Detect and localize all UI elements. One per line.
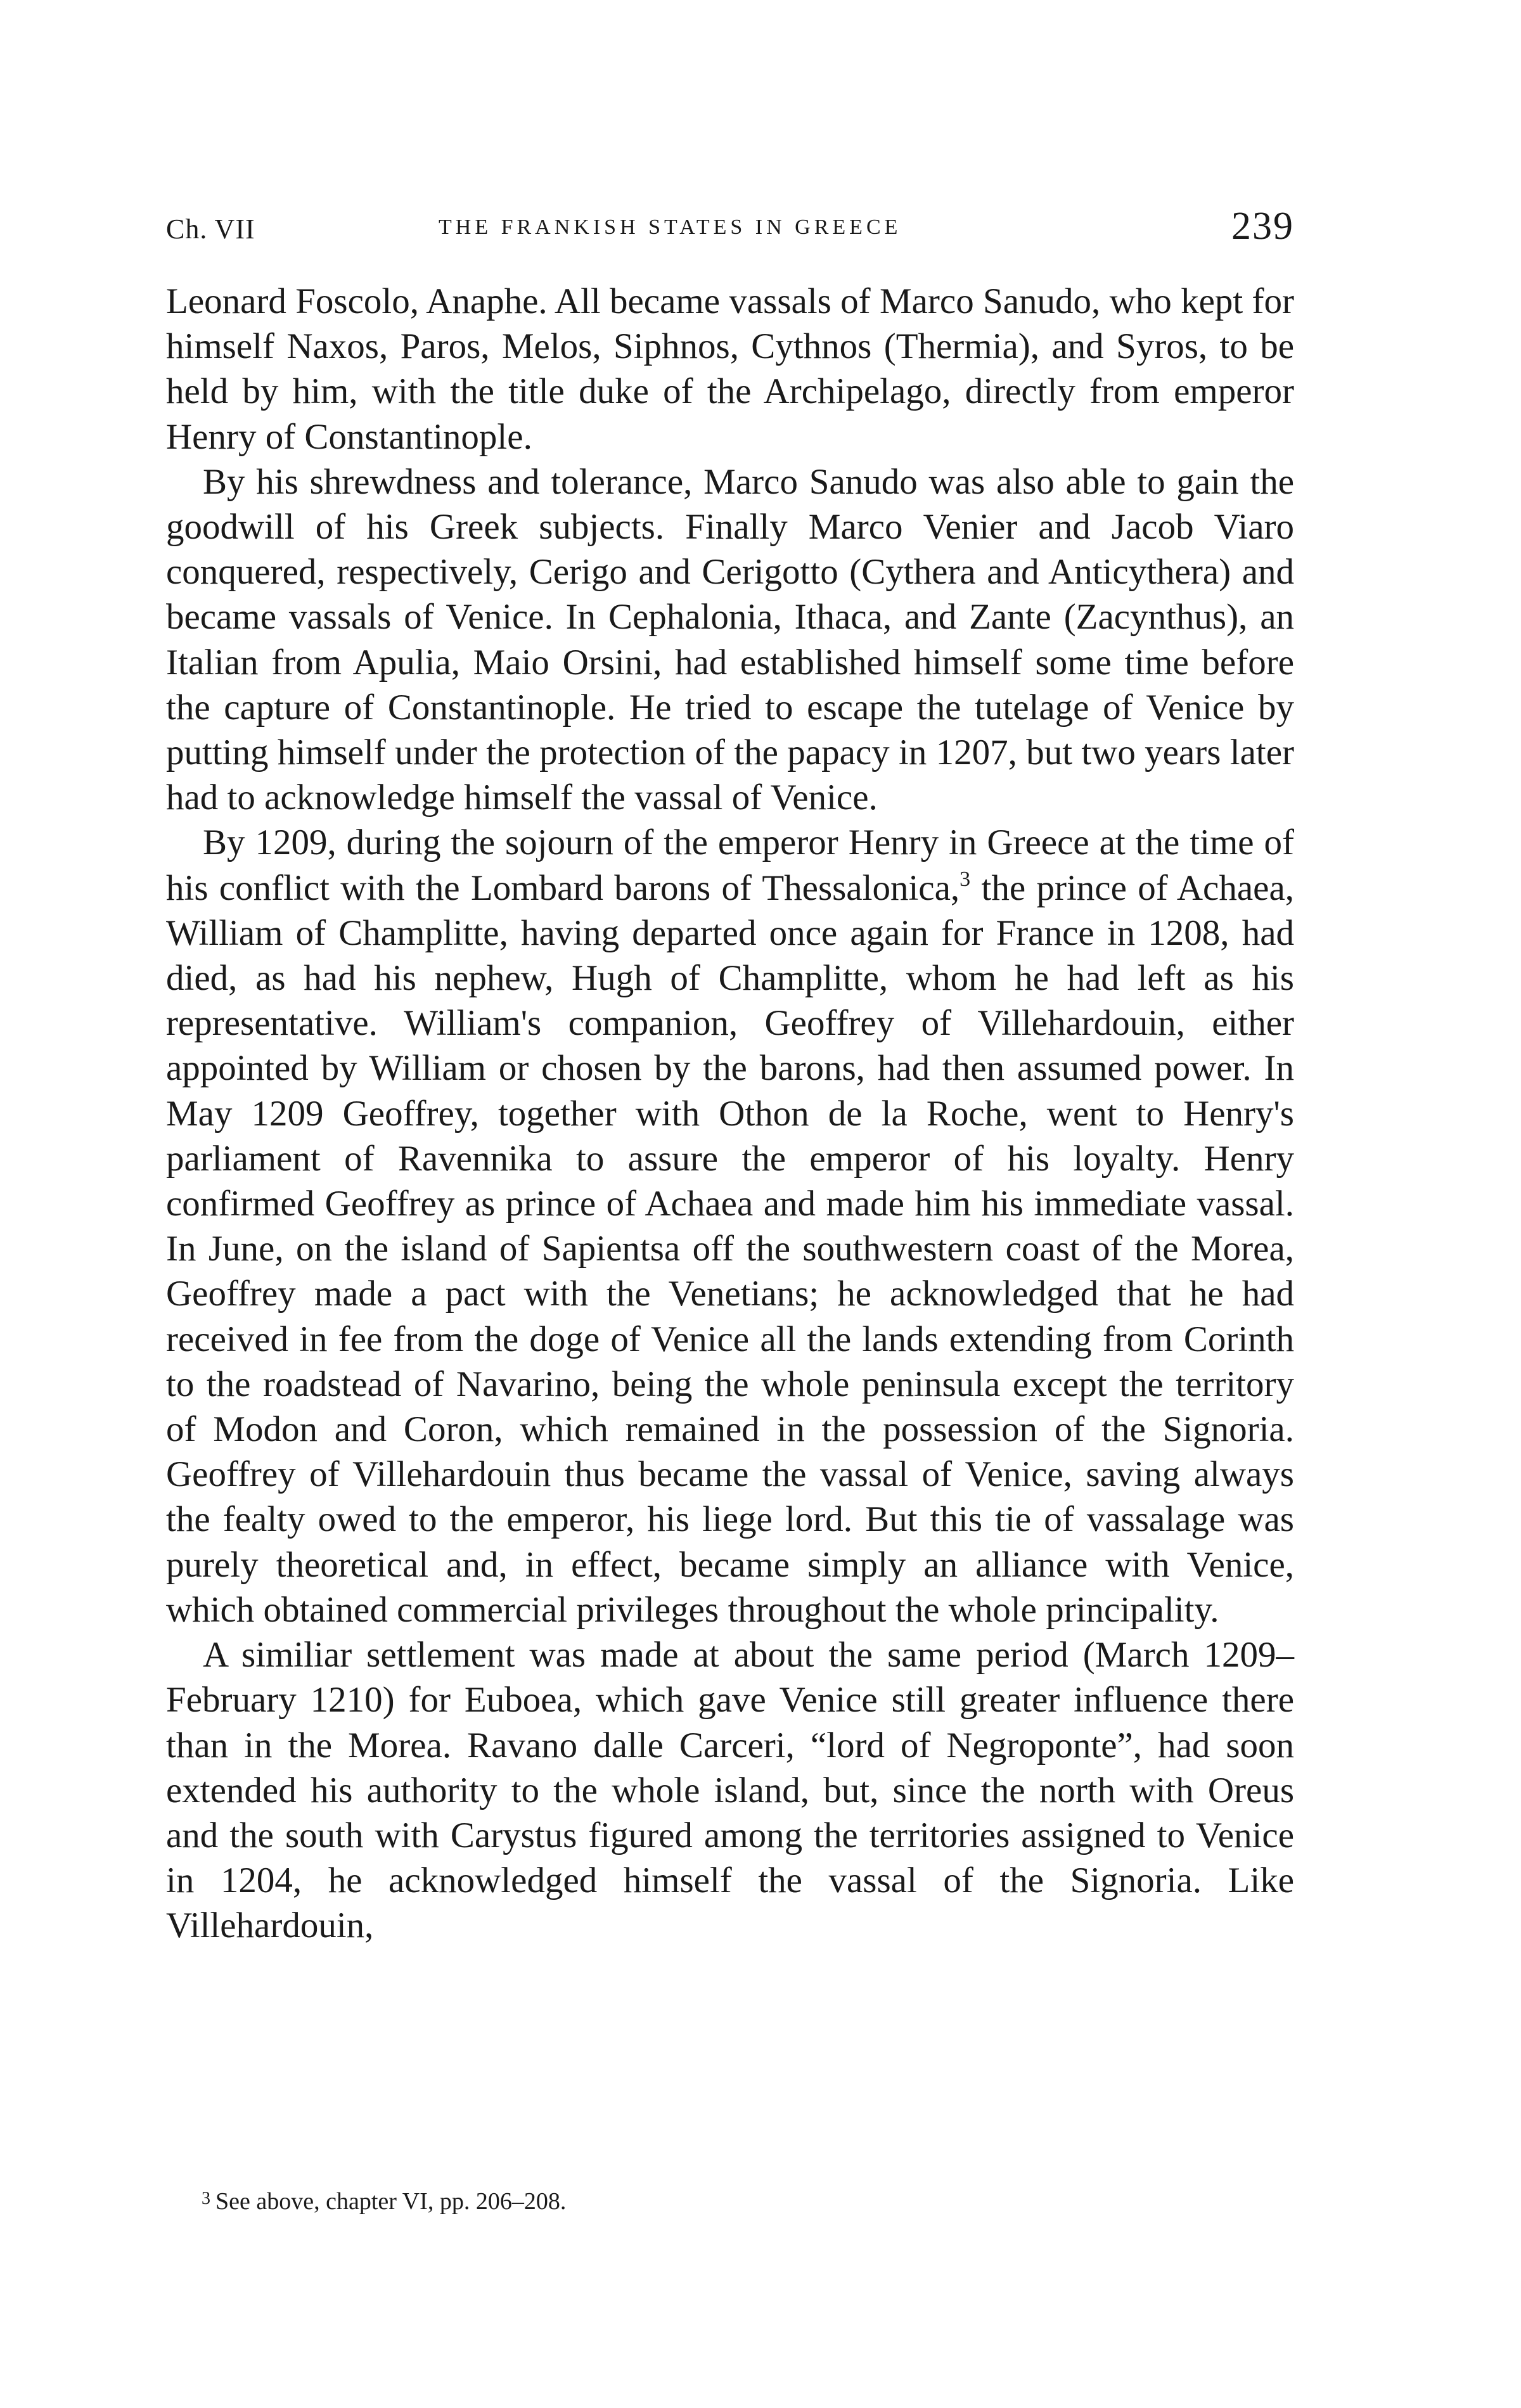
chapter-label: Ch. VII <box>166 214 255 245</box>
body-text <box>166 279 1294 1949</box>
page-number: 239 <box>1231 205 1294 248</box>
paragraph-1: Leonard Foscolo, Anaphe. All became vassals of Marco Sanudo, who kept for himself Naxos, Paros, Melos, Siphnos, Cythnos (Thermia), and Syros, to be held by him, with the title duke of the Archipelago, directly from emperor Henry of Constantinople. <box>166 281 1294 457</box>
paragraph-2: By his shrewdness and tolerance, Marco Sanudo was also able to gain the goodwill of his Greek subjects. Finally Marco Venier and Jacob Viaro conquered, respectively, Cerigo and Cerigotto (Cythera and Anticythera) and became vassals of Venice. In Cephalonia, Ithaca, and Zante (Zacynthus), an Italian from Apulia, Maio Orsini, had established himself some time before the capture of Constantinople. He tried to escape the tutelage of Venice by putting himself under the protection of the papacy in 1207, but two years later had to acknowledge himself the vassal of Venice. <box>166 461 1294 818</box>
paragraph-3 <box>166 820 1294 1632</box>
running-head <box>166 202 1294 252</box>
paragraph-3-text-end: the prince of Achaea, William of Champlitte, having departed once again for France in 1208, had died, as had his nephew, Hugh of Champlitte, whom he had left as his representative. William's companion, Geoffrey of Villehardouin, either appointed by William or chosen by the barons, had then assumed power. In May 1209 Geoffrey, together with Othon de la Roche, went to Henry's parliament of Ravennika to assure the emperor of his loyalty. Henry confirmed Geoffrey as prince of Achaea and made him his immediate vassal. In June, on the island of Sapientsa off the southwestern coast of the Morea, Geoffrey made a pact with the Venetians; he acknowledged that he had received in fee from the doge of Venice all the lands extending from Corinth to the roadstead of Navarino, being the whole peninsula except the territory of Modon and Coron, which remained in the possession of the Signoria. Geoffrey of Villehardouin thus became the vassal of Venice, saving always the fealty owed to the emperor, his liege lord. But this tie of vassalage was purely theoretical and, in effect, became simply an alliance with Venice, which obtained commercial privileges throughout the whole principality. <box>166 868 1295 1630</box>
footnote <box>202 2184 1279 2217</box>
footnote-marker: 3 <box>202 2189 210 2208</box>
footnote-reference[interactable]: 3 <box>959 867 971 891</box>
paragraph-3-text-start: By 1209, during the sojourn of the emperor Henry in Greece at the time of his conflict with the Lombard barons of Thessalonica, <box>166 823 1294 908</box>
running-title: THE FRANKISH STATES IN GREECE <box>439 215 902 239</box>
footnote-text: See above, chapter VI, pp. 206–208. <box>215 2188 567 2215</box>
paragraph-4: A similiar settlement was made at about the same period (March 1209–February 1210) for Euboea, which gave Venice still greater influence there than in the Morea. Ravano dalle Carceri, “lord of Negroponte”, had soon extended his authority to the whole island, but, since the north with Oreus and the south with Carystus figured among the territories assigned to Venice in 1204, he acknowledged himself the vassal of the Signoria. Like Villehardouin, <box>166 1635 1294 1946</box>
